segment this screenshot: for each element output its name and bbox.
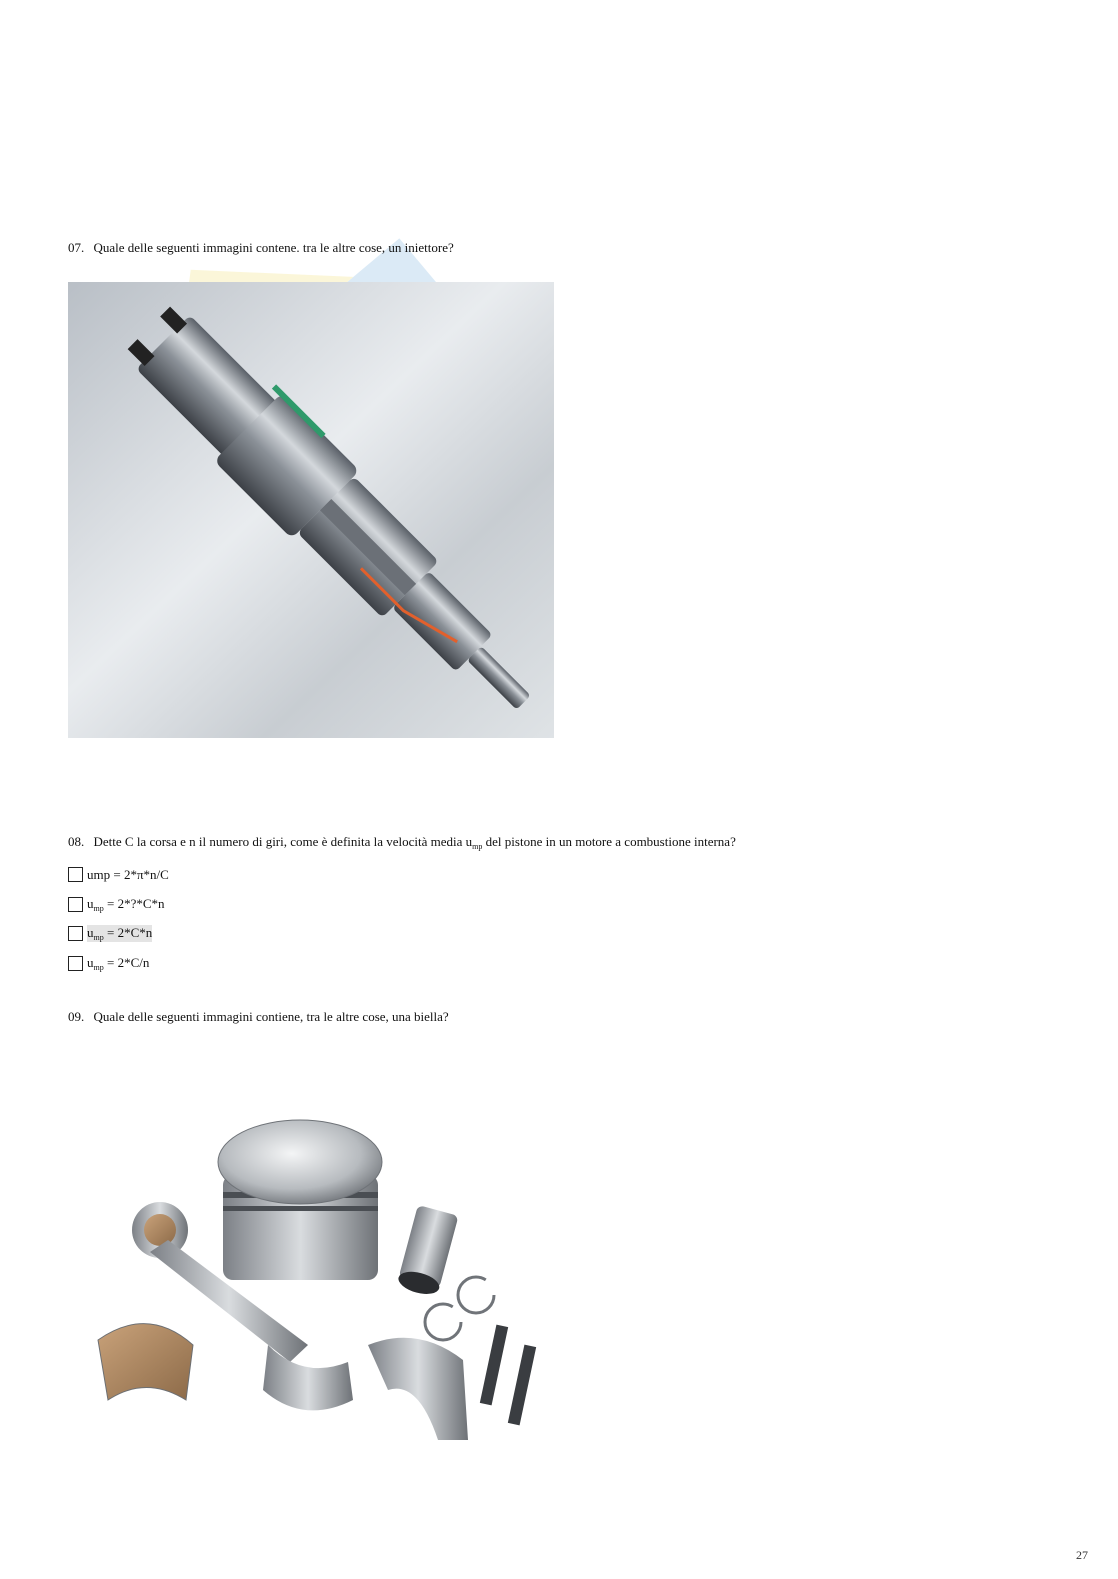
checkbox[interactable] <box>68 867 83 882</box>
question-text-end: del pistone in un motore a combustione interna? <box>482 834 736 849</box>
checkbox[interactable] <box>68 956 83 971</box>
question-text: Quale delle seguenti immagini contene. tra le altre cose, un iniettore? <box>93 240 454 255</box>
question-09 <box>68 1009 449 1025</box>
option-label: $u_{mp} = 2*C/n$ <box>87 954 150 972</box>
option-3[interactable] <box>68 919 169 949</box>
option-1[interactable] <box>68 860 169 890</box>
answer-options <box>68 860 169 978</box>
checkbox[interactable] <box>68 926 83 941</box>
option-4[interactable] <box>68 949 169 979</box>
question-07 <box>68 240 454 256</box>
checkbox[interactable] <box>68 897 83 912</box>
injector-photo <box>68 282 554 738</box>
question-number: 08. <box>68 834 85 849</box>
question-number: 09. <box>68 1009 85 1024</box>
option-label: ump = 2*π*n/C <box>87 866 169 882</box>
option-label: $u_{mp}$ = 2*?*C*n <box>87 895 165 913</box>
question-08 <box>68 834 736 851</box>
subscript: mp <box>472 842 483 851</box>
option-2[interactable] <box>68 890 169 920</box>
question-text: Dette C la corsa e n il numero di giri, come è definita la velocità media u <box>93 834 473 849</box>
option-label: $u_{mp} = 2*C*n$ <box>87 925 153 943</box>
connecting-rod-photo <box>68 1100 568 1475</box>
question-text: Quale delle seguenti immagini contiene, tra le altre cose, una biella? <box>93 1009 449 1024</box>
question-number: 07. <box>68 240 85 255</box>
page-number: 27 <box>1076 1548 1088 1562</box>
